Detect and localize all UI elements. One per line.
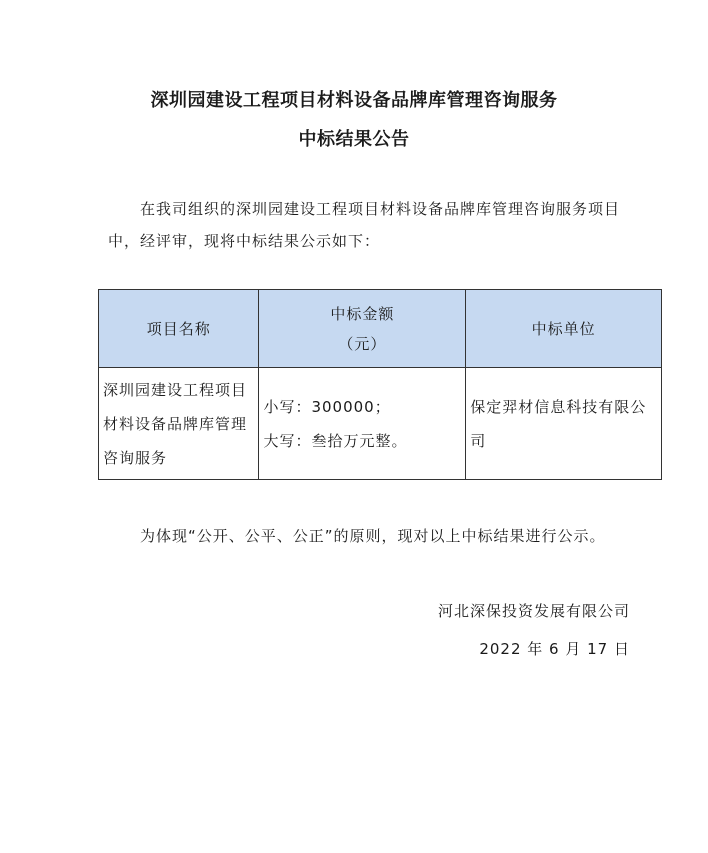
table-row <box>99 368 662 480</box>
header-amount-unit: （元） <box>338 334 387 353</box>
signature-company: 河北深保投资发展有限公司 <box>437 602 630 620</box>
table-header-row <box>99 290 662 368</box>
signature-date: 2022 年 6 月 17 日 <box>479 640 630 658</box>
header-project-name: 项目名称 <box>99 290 259 368</box>
announcement-subtitle: 中标结果公告 <box>298 129 410 150</box>
cell-bid-amount <box>259 368 466 480</box>
header-bid-amount <box>259 290 466 368</box>
announcement-title: 深圳园建设工程项目材料设备品牌库管理咨询服务 <box>150 90 558 111</box>
cell-project-name: 深圳园建设工程项目材料设备品牌库管理咨询服务 <box>99 368 259 480</box>
cell-winning-bidder: 保定羿材信息科技有限公司 <box>466 368 662 480</box>
amount-small: 小写：300000； <box>263 397 391 416</box>
result-table <box>98 289 662 480</box>
intro-paragraph: 在我司组织的深圳园建设工程项目材料设备品牌库管理咨询服务项目中，经评审，现将中标结果公示如下： <box>108 200 621 250</box>
header-amount-label: 中标金额 <box>330 304 395 323</box>
amount-capital: 大写：叁拾万元整。 <box>263 431 408 450</box>
notice-paragraph: 为体现“公开、公平、公正”的原则，现对以上中标结果进行公示。 <box>140 527 606 545</box>
header-winning-bidder: 中标单位 <box>466 290 662 368</box>
